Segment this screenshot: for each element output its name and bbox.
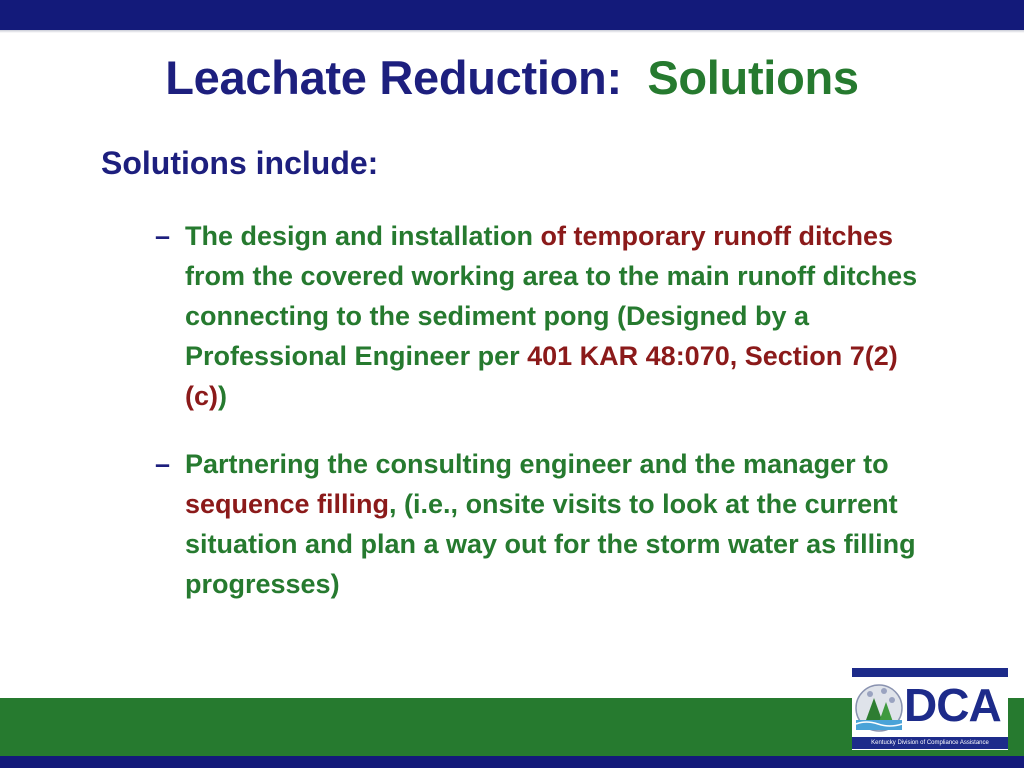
bullet2-highlight-sequence: sequence filling xyxy=(185,489,390,519)
bullet-dash: – xyxy=(155,449,171,479)
bullet-text-1 xyxy=(185,216,935,416)
dca-logo xyxy=(852,668,1008,750)
bullet1-part3: from the covered working area to the main runoff ditches connecting to the sediment pong (Designed by a Professional Engineer per xyxy=(185,261,918,371)
bullet-dash: – xyxy=(155,221,171,251)
tree-globe-icon xyxy=(854,680,904,736)
title-accent: Solutions xyxy=(647,51,859,104)
logo-abbreviation: DCA xyxy=(904,679,1001,731)
top-header-bar xyxy=(0,0,1024,30)
footer-navy-bar xyxy=(0,756,1024,768)
bullet1-part5: ) xyxy=(218,381,227,411)
bullet2-part3: , (i.e., onsite visits to look at the current situation and plan a way out for the storm water as filling progresses) xyxy=(185,489,916,599)
logo-caption: Kentucky Division of Compliance Assistance xyxy=(852,737,1008,749)
slide-title xyxy=(0,50,1024,105)
bullet1-highlight-regulation: 401 KAR 48:070, Section 7(2)(c) xyxy=(185,341,898,411)
subheading: Solutions include: xyxy=(101,145,379,181)
bullet1-highlight-ditches: of temporary runoff ditches xyxy=(540,221,894,251)
logo-top-stripe xyxy=(852,668,1008,677)
header-shadow xyxy=(0,30,1024,33)
bullet-item-1 xyxy=(155,216,935,416)
bullet-item-2 xyxy=(155,444,935,604)
title-main: Leachate Reduction: xyxy=(165,51,622,104)
bullet2-part1: Partnering the consulting engineer and the manager to xyxy=(185,449,889,479)
bullet-text-2 xyxy=(185,444,935,604)
bullet1-part1: The design and installation xyxy=(185,221,541,251)
